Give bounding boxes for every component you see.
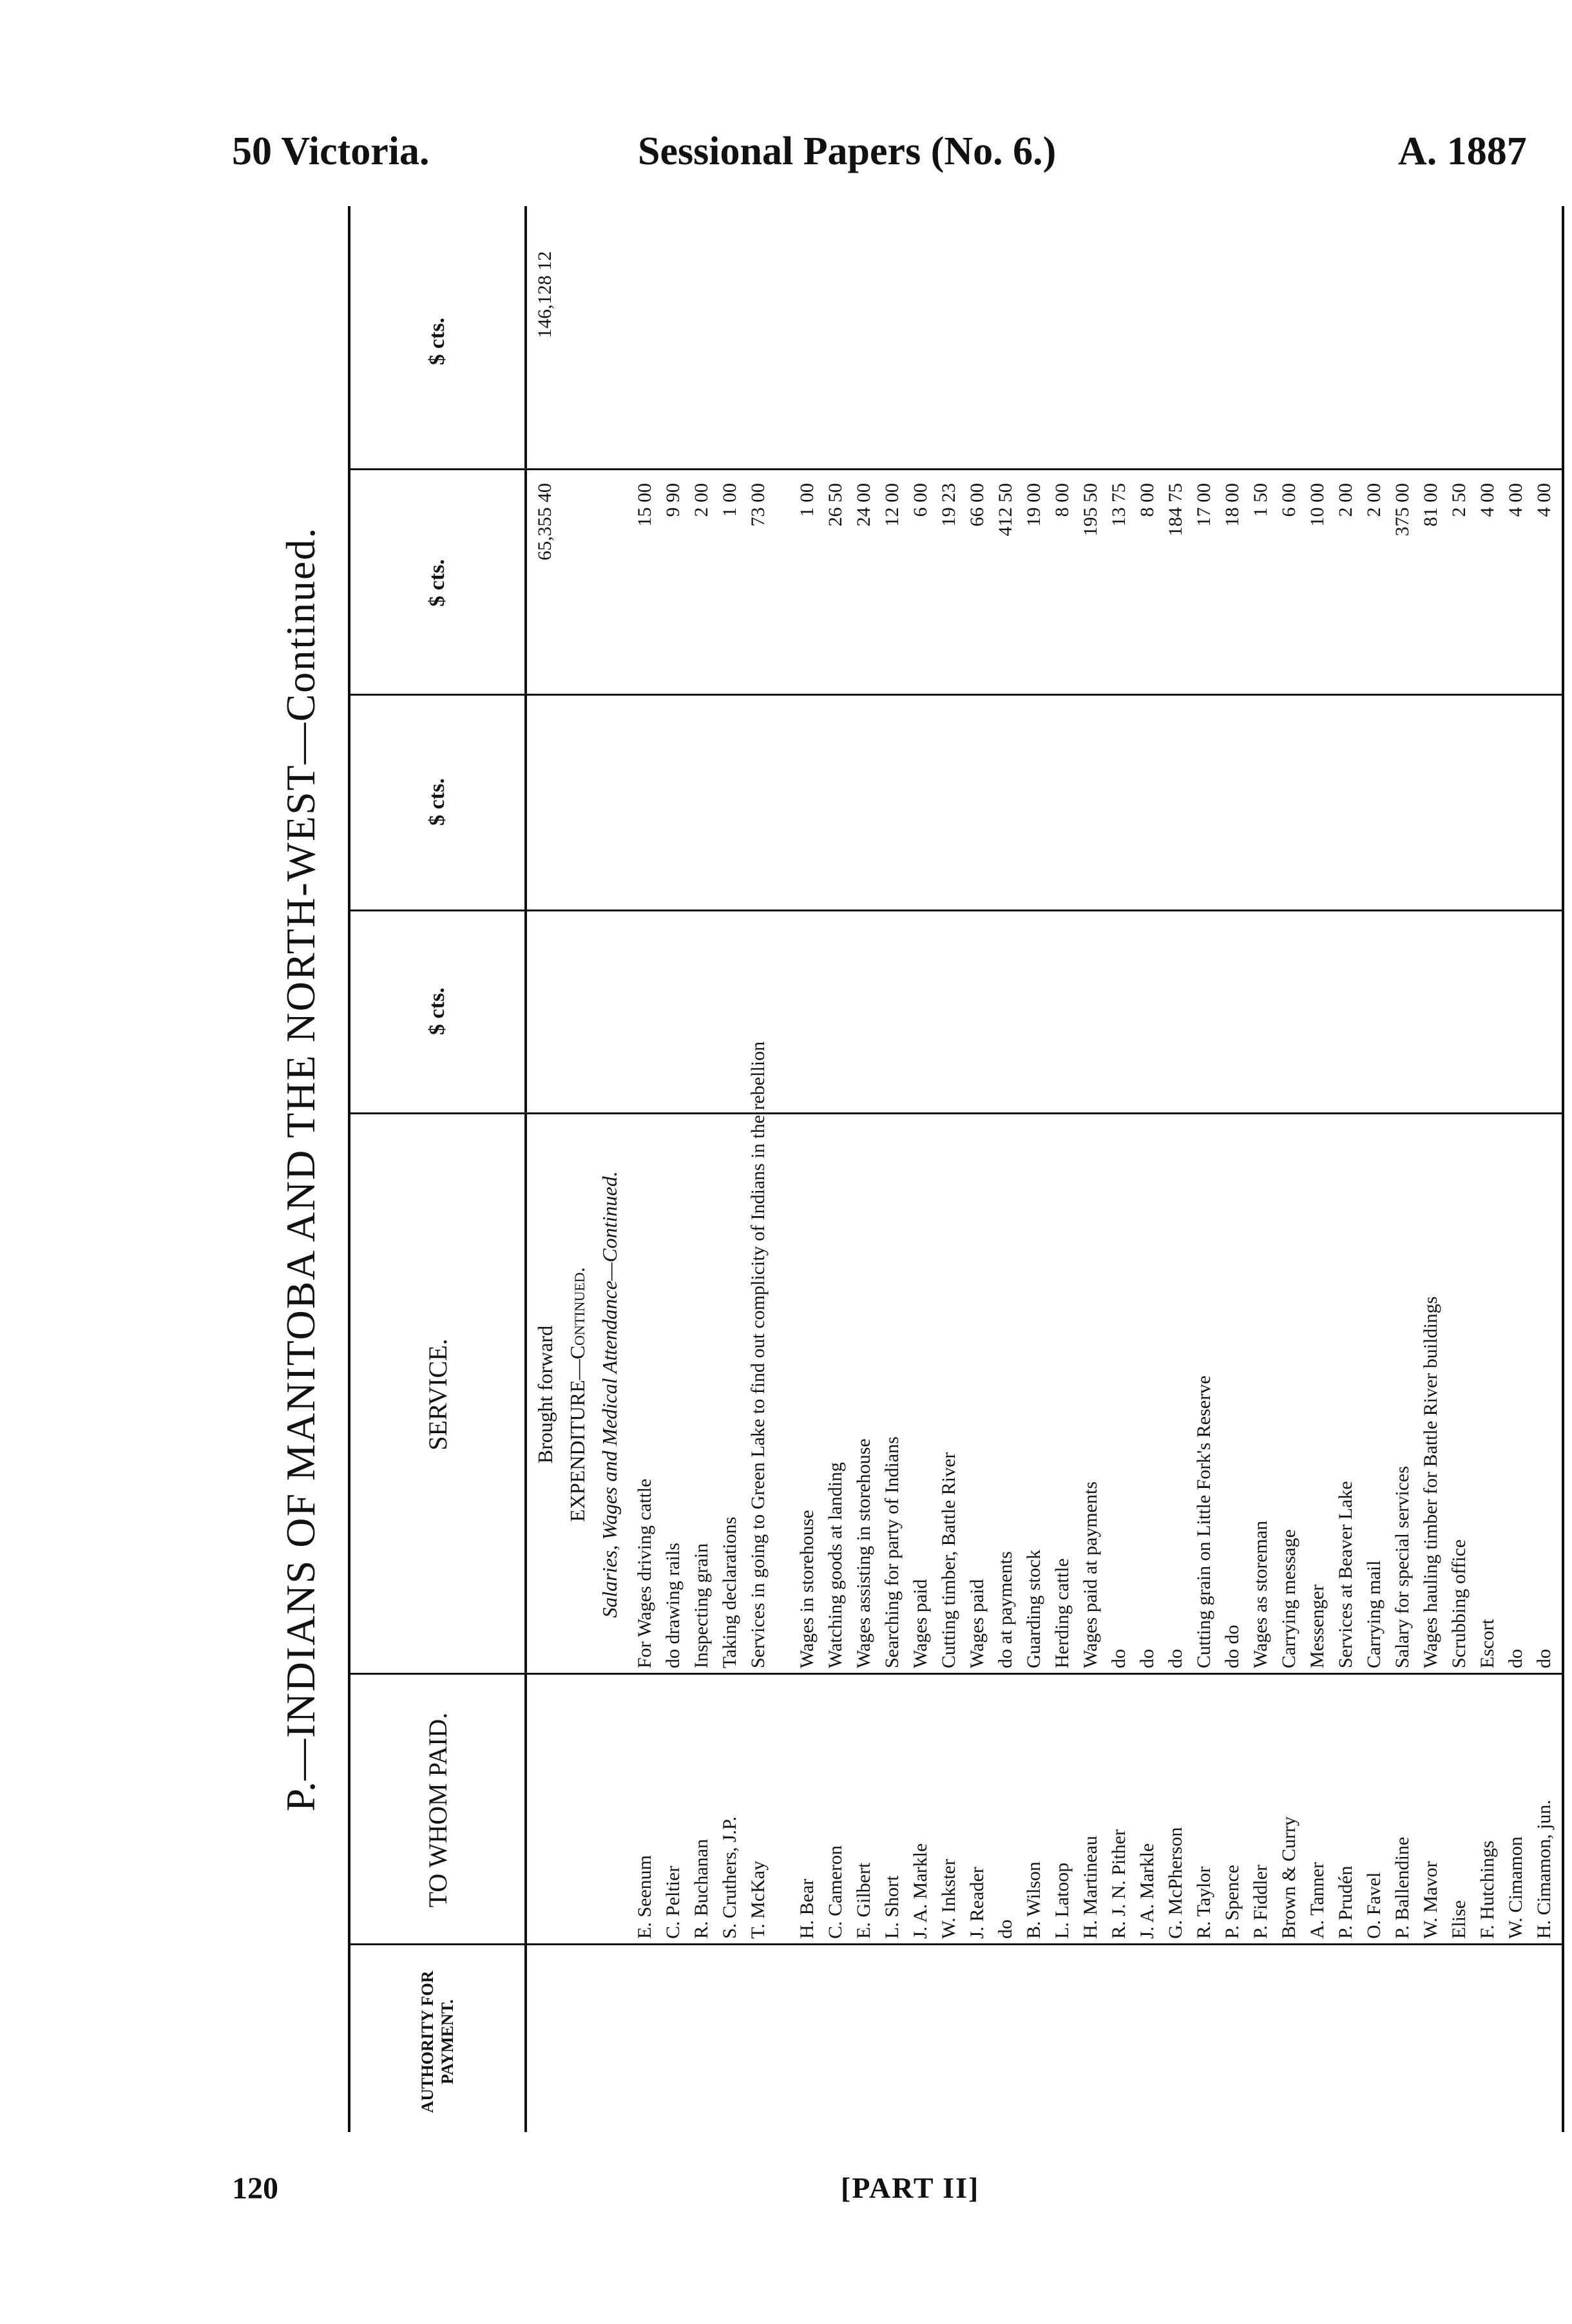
- amount: 412 50: [995, 483, 1016, 537]
- payee-name: H. Bear: [796, 1878, 818, 1939]
- payee-name: do: [995, 1919, 1016, 1939]
- service-description: Cutting grain on Little Fork's Reserve: [1193, 1375, 1214, 1668]
- table-row: [881, 206, 903, 2132]
- amount: 10 00: [1307, 483, 1328, 527]
- payee-name: R. Buchanan: [691, 1839, 712, 1939]
- payee-name: A. Tanner: [1307, 1862, 1328, 1939]
- service-header: SERVICE.: [423, 1338, 452, 1451]
- service-description: do: [1533, 1649, 1555, 1668]
- payee-name: Brown & Curry: [1278, 1816, 1299, 1939]
- payee-name: F. Hutchings: [1477, 1840, 1498, 1939]
- amount: 2 00: [1335, 483, 1356, 517]
- amount: 1 00: [796, 483, 818, 517]
- amount: 375 00: [1392, 483, 1413, 537]
- payee-name: P. Spence: [1222, 1865, 1243, 1939]
- money-header-3: $ cts.: [425, 559, 449, 607]
- table-row: [1193, 206, 1215, 2132]
- amount: 26 50: [825, 483, 846, 527]
- service-description: Salary for special services: [1392, 1465, 1413, 1668]
- table-row: [1335, 206, 1357, 2132]
- payee-name: J. Reader: [966, 1867, 988, 1939]
- table-row: [1222, 206, 1243, 2132]
- payee-name: J. A. Markle: [910, 1843, 931, 1939]
- payee-name: R. J. N. Pither: [1108, 1829, 1129, 1939]
- service-description: Wages paid at payments: [1080, 1481, 1101, 1668]
- payee-name: S. Cruthers, J.P.: [719, 1816, 740, 1939]
- service-description: Herding cattle: [1051, 1558, 1073, 1668]
- money-header-1: $ cts.: [425, 987, 449, 1035]
- service-description: Wages paid: [966, 1579, 988, 1668]
- payee-name: C. Cameron: [825, 1845, 846, 1939]
- money-header-4: $ cts.: [425, 318, 449, 365]
- page-number: 120: [232, 2171, 278, 2205]
- service-description: Watching goods at landing: [825, 1462, 846, 1668]
- amount: 2 00: [691, 483, 712, 517]
- table-row: [796, 206, 818, 2132]
- payee-name: E. Gilbert: [853, 1862, 874, 1939]
- rotated-table-wrapper: [271, 206, 1572, 2132]
- payee-name: R. Taylor: [1193, 1866, 1214, 1939]
- brought-forward-label: Brought forward: [533, 1325, 557, 1464]
- session-year: 50 Victoria.: [232, 129, 430, 173]
- table-row: [1165, 206, 1187, 2132]
- part-label: [PART II]: [841, 2171, 980, 2204]
- payee-name: L. Short: [881, 1875, 903, 1939]
- service-description: do do: [1222, 1624, 1243, 1668]
- to-whom-header: TO WHOM PAID.: [423, 1712, 452, 1908]
- amount: 2 50: [1448, 483, 1470, 517]
- table-row: [719, 206, 741, 2132]
- amount: 4 00: [1533, 483, 1555, 517]
- amount: 24 00: [853, 483, 874, 527]
- rotated-table: [271, 206, 1572, 2132]
- expenditure-row: [566, 206, 588, 2132]
- service-description: Taking declarations: [719, 1516, 740, 1668]
- money-header-2: $ cts.: [425, 778, 449, 826]
- amount: 8 00: [1136, 483, 1158, 517]
- amount: 13 75: [1108, 483, 1129, 527]
- amount: 6 00: [1278, 483, 1299, 517]
- service-description: do: [1108, 1649, 1129, 1668]
- service-description: Inspecting grain: [691, 1543, 712, 1668]
- table-row: [1505, 206, 1527, 2132]
- service-description: Wages in storehouse: [796, 1510, 818, 1668]
- table-row: [1278, 206, 1300, 2132]
- payee-name: L. Latoop: [1051, 1862, 1073, 1939]
- table-row: [634, 206, 656, 2132]
- table-row: [1533, 206, 1555, 2132]
- payee-name: C. Peltier: [662, 1865, 684, 1939]
- table-row: [938, 206, 960, 2132]
- amount: 195 50: [1080, 483, 1101, 537]
- payee-name: B. Wilson: [1023, 1862, 1044, 1939]
- service-description: Escort: [1477, 1619, 1498, 1668]
- table-row: [1108, 206, 1130, 2132]
- payee-name: W. Cimamon: [1505, 1836, 1526, 1939]
- brought-forward-row: [534, 206, 556, 2132]
- service-description: Searching for party of Indians: [881, 1436, 903, 1668]
- payee-name: P. Ballendine: [1392, 1836, 1413, 1939]
- table-row: [966, 206, 988, 2132]
- table-row: [1477, 206, 1499, 2132]
- brought-forward-amount: 65,355 40: [534, 483, 555, 560]
- service-description: Services at Beaver Lake: [1335, 1481, 1356, 1668]
- amount: 18 00: [1222, 483, 1243, 527]
- amount: 17 00: [1193, 483, 1214, 527]
- section-row: [599, 206, 620, 2132]
- service-description: do: [1165, 1649, 1186, 1668]
- payee-name: J. A. Markle: [1136, 1843, 1158, 1939]
- service-description: For Wages driving cattle: [634, 1478, 655, 1668]
- amount: 81 00: [1420, 483, 1441, 527]
- table-row: [995, 206, 1017, 2132]
- table-row: [1420, 206, 1442, 2132]
- service-description: Cutting timber, Battle River: [938, 1452, 959, 1668]
- amount: 19 00: [1023, 483, 1044, 527]
- expenditure-label: EXPENDITURE—Continued.: [566, 1267, 589, 1522]
- table-row: [1448, 206, 1470, 2132]
- payee-name: H. Cimamon, jun.: [1533, 1800, 1555, 1939]
- service-description: do: [1136, 1649, 1158, 1668]
- section-label: Salaries, Wages and Medical Attendance—Continued.: [598, 1171, 621, 1618]
- table-row: [910, 206, 932, 2132]
- payee-name: W. Inkster: [938, 1859, 959, 1939]
- amount: 4 00: [1505, 483, 1526, 517]
- year-label: A. 1887: [1398, 129, 1527, 173]
- service-description: Wages assisting in storehouse: [853, 1438, 874, 1668]
- amount: 19 23: [938, 483, 959, 527]
- payee-name: G. McPherson: [1165, 1827, 1186, 1939]
- table-row: [747, 206, 769, 2132]
- amount: 184 75: [1165, 483, 1186, 537]
- service-description: Carrying mail: [1363, 1560, 1385, 1668]
- service-description: do: [1505, 1649, 1526, 1668]
- payee-name: Elise: [1448, 1900, 1470, 1939]
- service-description: do at payments: [995, 1551, 1016, 1668]
- table-row: [1363, 206, 1385, 2132]
- table-row: [853, 206, 875, 2132]
- table-row: [1307, 206, 1328, 2132]
- table-row: [1080, 206, 1102, 2132]
- payee-name: T. McKay: [747, 1860, 769, 1939]
- amount: 66 00: [966, 483, 988, 527]
- service-description: Carrying message: [1278, 1529, 1299, 1668]
- service-description: Scrubbing office: [1448, 1539, 1470, 1668]
- service-description: Wages as storeman: [1250, 1520, 1271, 1668]
- amount: 1 50: [1250, 483, 1271, 517]
- sessional-papers-title: Sessional Papers (No. 6.): [638, 129, 1057, 173]
- service-description: Services in going to Green Lake to find out complicity of Indians in the rebellion: [747, 1041, 769, 1668]
- table-row: [1136, 206, 1158, 2132]
- table-row: [1392, 206, 1414, 2132]
- table-row: [1051, 206, 1073, 2132]
- service-description: Wages hauling timber for Battle River buildings: [1420, 1296, 1441, 1668]
- table-row: [1250, 206, 1272, 2132]
- service-description: Messenger: [1307, 1585, 1328, 1668]
- payee-name: O. Favel: [1363, 1872, 1385, 1939]
- amount: 2 00: [1363, 483, 1385, 517]
- amount: 4 00: [1477, 483, 1498, 517]
- amount: 12 00: [881, 483, 903, 527]
- payee-name: H. Martineau: [1080, 1836, 1101, 1939]
- table-header-row: [350, 206, 527, 2132]
- amount: 6 00: [910, 483, 931, 517]
- amount: 15 00: [634, 483, 655, 527]
- amount: 8 00: [1051, 483, 1073, 517]
- service-description: Wages paid: [910, 1579, 931, 1668]
- table-title: P.—INDIANS OF MANITOBA AND THE NORTH-WEST—Continued.: [278, 526, 323, 1812]
- table-row: [662, 206, 684, 2132]
- brought-forward-total: 146,128 12: [534, 251, 555, 338]
- table-row: [825, 206, 847, 2132]
- payee-name: W. Mavor: [1420, 1861, 1441, 1939]
- amount: 73 00: [747, 483, 769, 527]
- expenditure-table: [348, 206, 1564, 2132]
- table-row: [691, 206, 713, 2132]
- table-row: [1023, 206, 1045, 2132]
- payee-name: P. Fiddler: [1250, 1864, 1271, 1939]
- service-description: do drawing rails: [662, 1543, 684, 1668]
- payee-name: E. Seenum: [634, 1855, 655, 1939]
- payee-name: P. Prudén: [1335, 1865, 1356, 1939]
- authority-header: AUTHORITY FOR PAYMENT.: [417, 1970, 457, 2113]
- amount: 1 00: [719, 483, 740, 517]
- service-description: Guarding stock: [1023, 1549, 1044, 1668]
- amount: 9 90: [662, 483, 684, 517]
